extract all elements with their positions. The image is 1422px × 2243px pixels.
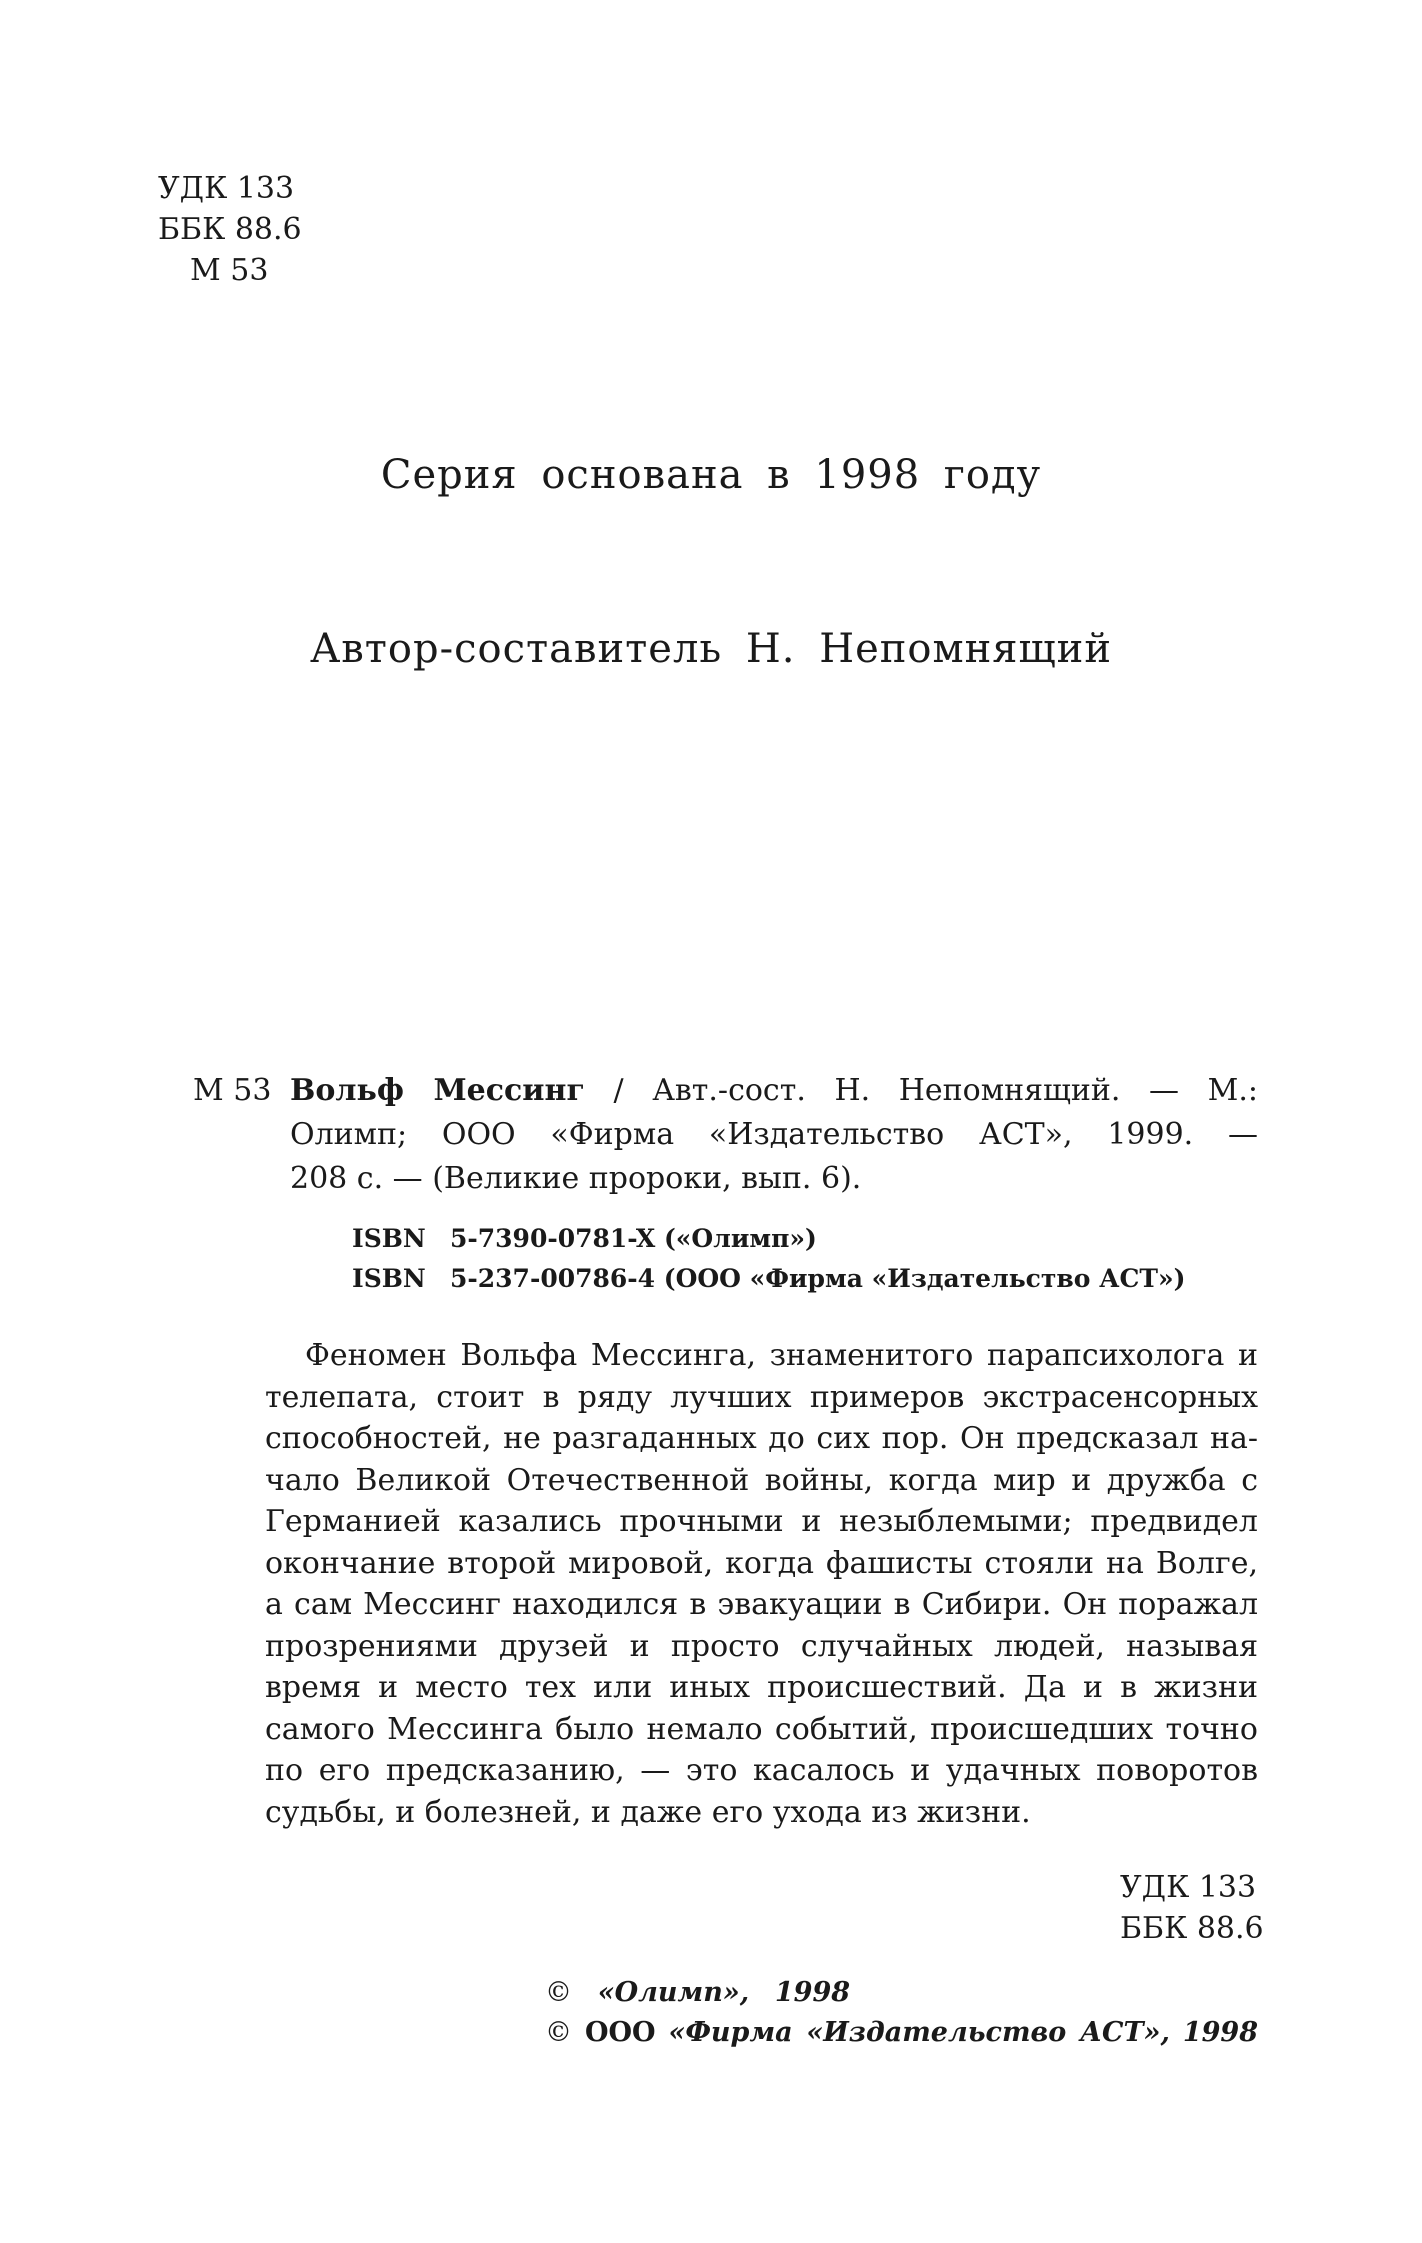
bbk-code: ББК 88.6 [158,212,302,247]
catalog-line-3: 208 с. — (Великие пророки, вып. 6). [290,1161,862,1196]
copyright-symbol: © [545,1977,572,2008]
catalog-line-1-rest: / Авт.-сост. Н. Непомнящий. — М.: [584,1073,1258,1108]
isbn-label: ISBN [352,1264,426,1293]
isbn-row [352,1259,1185,1299]
classification-top [158,168,302,291]
annotation-line: прозрениями друзей и просто случайных людей, называя [265,1628,1258,1664]
annotation-line: Феномен Вольфа Мессинга, знаменитого парапсихолога и [305,1338,1258,1373]
series-note: Серия основана в 1998 году [380,452,1042,498]
classification-bottom [1120,1867,1264,1949]
copyright-line-2 [545,2013,1258,2053]
annotation-line: телепата, стоит в ряду лучших примеров экстрасенсорных [265,1379,1258,1415]
catalog-line-1 [290,1069,1258,1113]
copyright-holder: «Фирма «Издательство АСТ», [668,2017,1170,2048]
annotation-line: чало Великой Отечественной войны, когда мир и дружба с [265,1462,1258,1498]
copyright-line-1 [545,1973,1258,2013]
annotation-line: судьбы, и болезней, и даже его ухода из жизни. [265,1794,1031,1830]
copyright-year: 1998 [774,1977,851,2008]
catalog-line-2: Олимп; ООО «Фирма «Издательство АСТ», 1999. — [290,1117,1258,1152]
annotation [265,1335,1258,1833]
isbn-label: ISBN [352,1224,426,1253]
copyright-symbol: © [545,2017,572,2048]
annotation-line: по его предсказанию, — это касалось и удачных поворотов [265,1753,1258,1788]
copyright-year: 1998 [1182,2017,1258,2048]
catalog-entry [290,1069,1258,1201]
book-title: Вольф Мессинг [290,1073,585,1108]
isbn-value: 5-237-00786-4 (ООО «Фирма «Издательство АСТ») [450,1264,1186,1293]
author-mark: М 53 [190,253,269,288]
annotation-line: самого Мессинга было немало событий, происшедших точно [265,1711,1258,1747]
isbn-row [352,1219,1185,1259]
udk-code: УДК 133 [158,171,295,206]
copyright-holder: «Олимп», [597,1977,750,2008]
annotation-line: Германией казались прочными и незыблемыми; предвидел [265,1504,1258,1539]
annotation-line: а сам Мессинг находился в эвакуации в Сибири. Он поражал [265,1587,1258,1622]
udk-code: УДК 133 [1120,1870,1257,1905]
annotation-line: время и место тех или иных происшествий. Да и в жизни [265,1670,1258,1705]
copyright-org: ООО [584,2017,656,2048]
annotation-line: способностей, не разгаданных до сих пор. Он предсказал на- [265,1421,1258,1456]
isbn-value: 5-7390-0781-X («Олимп») [450,1224,817,1253]
annotation-line: окончание второй мировой, когда фашисты стояли на Волге, [265,1545,1258,1581]
catalog-code: М 53 [193,1073,272,1108]
compiler-note: Автор-составитель Н. Непомнящий [309,626,1112,672]
bbk-code: ББК 88.6 [1120,1911,1264,1946]
isbn-list [352,1219,1185,1299]
copyright-block [545,1973,1258,2053]
